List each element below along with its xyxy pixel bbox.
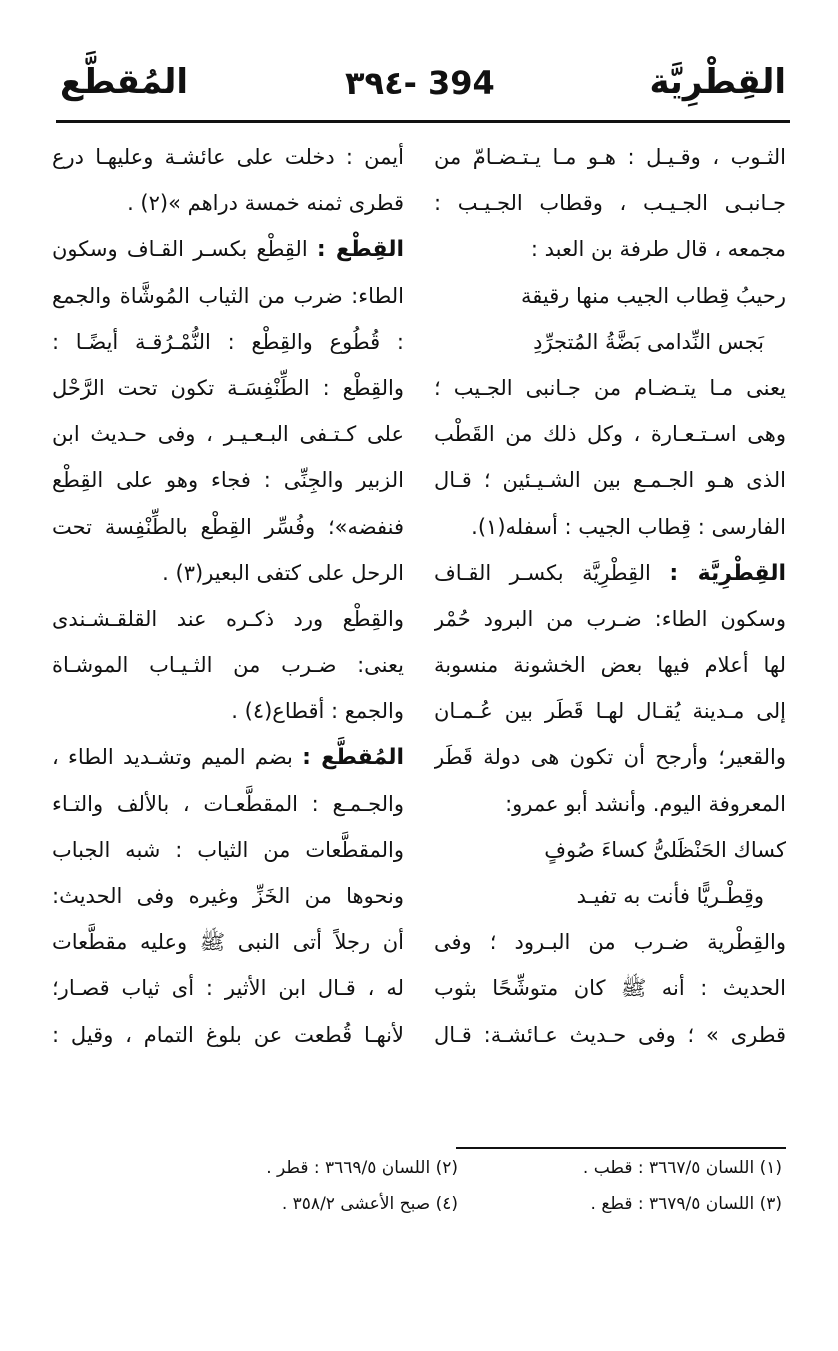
text-line [434, 273, 786, 319]
text-line [434, 873, 786, 919]
page-header [60, 62, 786, 122]
text-line [52, 550, 404, 596]
line-text: الفارسى : قِطاب الجيب : أسفله(١). [471, 514, 786, 539]
line-text: ونحوها من الخَزِّ وغيره وفى الحديث: [52, 884, 404, 908]
text-line [52, 365, 404, 411]
line-text: والجمع : أقطاع(٤) . [231, 699, 404, 724]
text-line [434, 642, 786, 688]
line-text: فنفضه»؛ وفُسِّر القِطْع بالطِّنْفِسة تحت [52, 514, 404, 539]
entry-term: القِطْرِيَّة : [669, 560, 786, 586]
line-text: المعروفة اليوم. وأنشد أبو عمرو: [505, 791, 786, 816]
line-text: والقِطْع : الطِّنْفِسَـة تكون تحت الرَّحْل [52, 375, 404, 400]
text-line [52, 919, 404, 965]
text-line [52, 688, 404, 734]
text-line [434, 965, 786, 1011]
text-line [52, 781, 404, 827]
line-text: لأنهـا قُطعت عن بلوغ التمام ، وقيل : [52, 1022, 404, 1047]
left-column [52, 134, 404, 1058]
line-text: قطرى » ؛ وفى حـديث عـائشـة: قـال [434, 1022, 786, 1047]
text-line [434, 226, 786, 272]
text-line [52, 504, 404, 550]
line-text: الثـوب ، وقـيـل : هـو مـا يـتـضـامّ من [434, 145, 786, 169]
text-line [434, 365, 786, 411]
text-line [52, 596, 404, 642]
line-text: والقعير؛ وأرجح أن تكون هى دولة قَطَر [434, 745, 786, 770]
text-line [434, 919, 786, 965]
text-line [434, 827, 786, 873]
text-line [434, 734, 786, 780]
line-text: له ، قـال ابن الأثير : أى ثياب قصـار؛ [52, 976, 404, 1001]
page-number: 394 -٣٩٤ [345, 64, 495, 102]
line-text: والجـمـع : المقطَّعـات ، بالألف والتـاء [52, 791, 404, 816]
line-text: إلى مـدينة يُقـال لهـا قَطَر بين عُـمـان [434, 699, 786, 724]
entry-term: المُقطَّع : [302, 745, 404, 771]
line-text: : قُطُوع والقِطْع : النُّمْـرُقـة أيضًـا : [52, 329, 404, 354]
text-line [52, 873, 404, 919]
text-line [52, 180, 404, 226]
line-text: يعنى: ضـرب من الثـيـاب الموشـاة [52, 653, 404, 678]
text-line [434, 180, 786, 226]
text-line [434, 596, 786, 642]
line-text: وهى اسـتـعـارة ، وكل ذلك من القَطْب [434, 422, 786, 447]
line-text: وسكون الطاء: ضـرب من البرود حُمْر [434, 606, 786, 631]
text-line [52, 965, 404, 1011]
header-entry-word: القِطْرِيَّة [649, 62, 786, 102]
line-text: وقِطْـريًّا فأنت به تفيـد [576, 884, 764, 908]
text-line [52, 457, 404, 503]
line-text: جـانبـى الجـيـب ، وقطاب الجـيـب : [434, 191, 786, 216]
line-text: قطرى ثمنه خمسة دراهم »(٢) . [127, 191, 404, 216]
footnote-rule [456, 1147, 786, 1149]
line-text: أيمن : دخلت على عائشـة وعليهـا درع [52, 145, 404, 169]
text-line [434, 550, 786, 596]
line-text: الزبير والجِنِّى : فجاء وهو على القِطْع [52, 468, 404, 493]
line-text: أن رجلاً أتى النبى ﷺ وعليه مقطَّعات [52, 930, 404, 955]
text-line [434, 1012, 786, 1058]
line-text: والمقطَّعات من الثياب : شبه الجباب [52, 837, 404, 862]
text-line [434, 411, 786, 457]
text-line [434, 504, 786, 550]
text-line [52, 273, 404, 319]
right-column [434, 134, 786, 1058]
line-text: والقِطْرية ضـرب من البـرود ؛ وفى [434, 930, 786, 955]
text-line [434, 134, 786, 180]
entry-term: القِطْع : [316, 237, 404, 263]
line-text: يعنى مـا يتـضـام من جـانبى الجـيب ؛ [434, 375, 786, 400]
line-text: كساك الحَنْظَلىُّ كساءَ صُوفٍ [544, 837, 786, 862]
line-text: مجمعه ، قال طرفة بن العبد : [530, 237, 786, 262]
line-text: لها أعلام فيها بعض الخشونة منسوبة [434, 653, 786, 678]
line-text: على كـتـفى البـعـيـر ، وفى حـديث ابن [52, 422, 404, 447]
text-line [434, 781, 786, 827]
text-line [52, 827, 404, 873]
text-line [434, 457, 786, 503]
header-rule [56, 120, 790, 123]
text-line [52, 411, 404, 457]
footnote-1: (١) اللسان ٣٦٦٧/٥ : قطب . [582, 1158, 782, 1178]
line-text: بضم الميم وتشـديد الطاء ، [52, 745, 303, 770]
line-text: الطاء: ضرب من الثياب المُوشَّاة والجمع [52, 283, 404, 308]
text-line [52, 734, 404, 780]
text-line [434, 688, 786, 734]
line-text: القِطْع بكسـر القـاف وسكون [52, 237, 317, 262]
footnote-3: (٣) اللسان ٣٦٧٩/٥ : قطع . [590, 1194, 782, 1214]
line-text: رحيبُ قِطاب الجيب منها رقيقة [520, 283, 786, 308]
line-text: بَجس النِّدامى بَضَّةُ المُتجرِّدِ [533, 329, 764, 354]
text-line [52, 134, 404, 180]
text-line [52, 226, 404, 272]
text-line [52, 642, 404, 688]
text-line [52, 1012, 404, 1058]
line-text: الرحل على كتفى البعير(٣) . [162, 560, 404, 585]
line-text: الذى هـو الجـمـع بين الشـيـئين ؛ قـال [434, 468, 786, 493]
text-line [434, 319, 786, 365]
text-line [52, 319, 404, 365]
line-text: والقِطْع ورد ذكـره عند القلقـشـندى [52, 606, 404, 631]
footnote-4: (٤) صبح الأعشى ٣٥٨/٢ . [281, 1194, 458, 1214]
line-text: القِطْرِيَّة بكسـر القـاف [434, 560, 670, 585]
footnote-2: (٢) اللسان ٣٦٦٩/٥ : قطر . [266, 1158, 458, 1178]
header-last-word: المُقطَّع [60, 62, 189, 102]
line-text: الحديث : أنه ﷺ كان متوشِّحًا بثوب [434, 976, 786, 1001]
